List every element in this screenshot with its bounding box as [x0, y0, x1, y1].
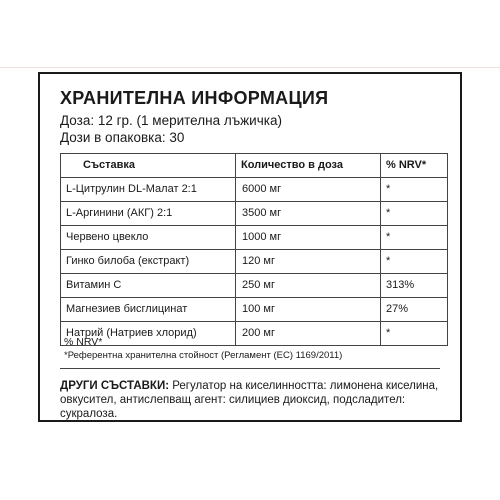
ingredient-cell: Гинко билоба (екстракт) — [61, 250, 236, 274]
ingredient-cell: Магнезиев бисглицинат — [61, 298, 236, 322]
panel-title: ХРАНИТЕЛНА ИНФОРМАЦИЯ — [60, 88, 329, 108]
nrv-cell: * — [381, 322, 448, 346]
other-ingredients-text: Регулатор на киселинността: лимонена киселина, овкусител, антислепващ агент: силициев диоксид, подсладител: сукралоза. — [60, 380, 439, 420]
ingredient-cell: Червено цвекло — [61, 226, 236, 250]
nrv-cell: * — [381, 250, 448, 274]
ingredient-cell: Натрий (Натриев хлорид) — [61, 322, 236, 346]
nrv-footnote-label: % NRV* — [64, 336, 103, 348]
amount-cell: 250 мг — [236, 274, 381, 298]
table-header-row — [61, 154, 448, 178]
nrv-cell: * — [381, 226, 448, 250]
table-row — [61, 202, 448, 226]
header-ingredient: Съставка — [61, 154, 236, 178]
table-row — [61, 178, 448, 202]
amount-cell: 3500 мг — [236, 202, 381, 226]
ingredient-cell: L-Цитрулин DL-Малат 2:1 — [61, 178, 236, 202]
table-row — [61, 322, 448, 346]
ingredient-cell: L-Аргинини (АКГ) 2:1 — [61, 202, 236, 226]
amount-cell: 1000 мг — [236, 226, 381, 250]
doses-per-pack: Дози в опаковка: 30 — [60, 130, 185, 145]
nrv-cell: 27% — [381, 298, 448, 322]
header-amount: Количество в доза — [236, 154, 381, 178]
nutrition-table — [60, 153, 448, 346]
amount-cell: 100 мг — [236, 298, 381, 322]
header-nrv: % NRV* — [381, 154, 448, 178]
amount-cell: 6000 мг — [236, 178, 381, 202]
other-ingredients — [60, 379, 452, 421]
amount-cell: 200 мг — [236, 322, 381, 346]
other-ingredients-label: ДРУГИ СЪСТАВКИ: — [60, 380, 170, 392]
nrv-cell: 313% — [381, 274, 448, 298]
table-row — [61, 274, 448, 298]
section-divider — [60, 368, 440, 369]
table-row — [61, 250, 448, 274]
table-row — [61, 226, 448, 250]
table-row — [61, 298, 448, 322]
nrv-cell: * — [381, 178, 448, 202]
nrv-footnote-reference: *Референтна хранителна стойност (Регламент (ЕС) 1169/2011) — [64, 350, 343, 361]
nutrition-panel — [38, 72, 462, 422]
dose-info: Доза: 12 гр. (1 мерителна лъжичка) — [60, 113, 282, 128]
nrv-cell: * — [381, 202, 448, 226]
amount-cell: 120 мг — [236, 250, 381, 274]
top-divider-line — [0, 67, 500, 68]
ingredient-cell: Витамин С — [61, 274, 236, 298]
